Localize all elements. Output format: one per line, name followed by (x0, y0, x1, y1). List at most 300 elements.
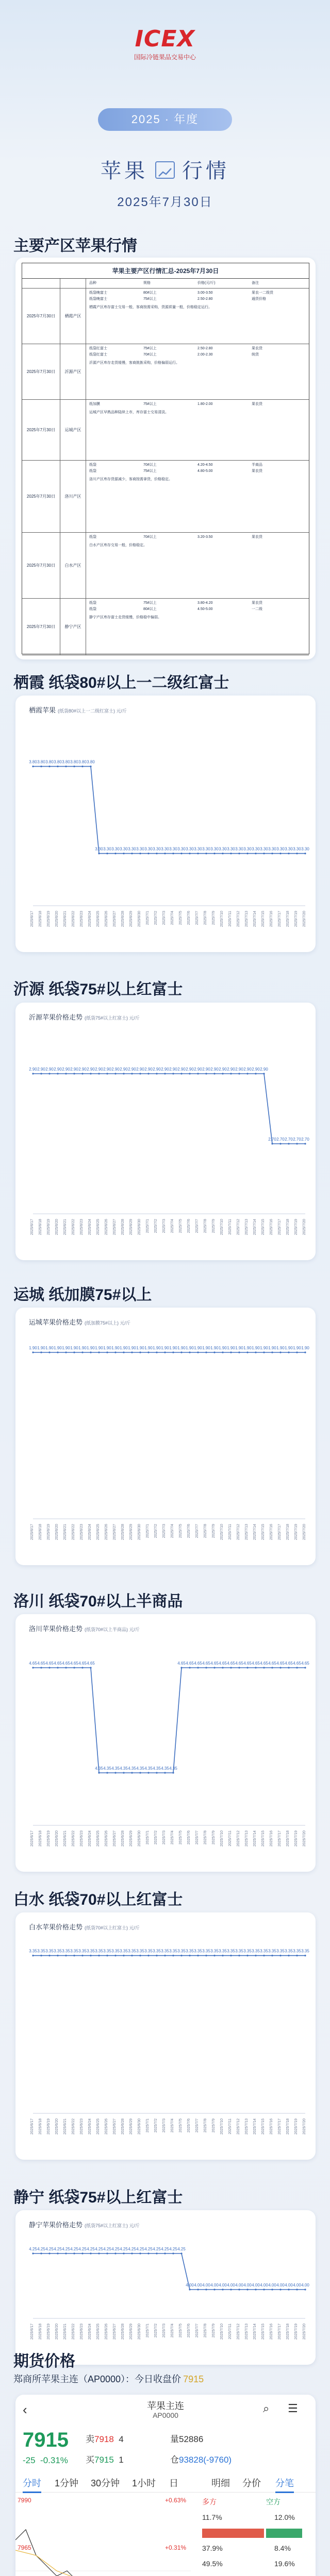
data-point (81, 766, 83, 767)
data-point (172, 853, 174, 854)
tab-30min[interactable]: 30分钟 (91, 2478, 120, 2488)
chart-svg-yiyuan (15, 1003, 316, 1260)
data-label: 4.65 (62, 1661, 70, 1666)
data-point (156, 1351, 157, 1353)
x-tick-label: 2025/7/9 (212, 2324, 216, 2338)
data-point (73, 1955, 75, 1956)
x-tick-label: 2025/7/15 (261, 2324, 265, 2340)
x-tick-label: 2025/7/7 (195, 1524, 199, 1538)
cell: 纸袋 (89, 535, 96, 539)
x-tick-label: 2025/7/3 (162, 2324, 166, 2338)
x-tick-label: 2025/6/30 (138, 2324, 141, 2340)
data-point (263, 1667, 265, 1668)
ask-price: 7918 (94, 2434, 114, 2444)
row-item (89, 296, 306, 302)
cell: 75#以上 (143, 297, 157, 301)
cell: 纸袋 (89, 469, 96, 473)
x-tick-label: 2025/6/27 (113, 911, 117, 927)
data-label: 4.65 (87, 1661, 95, 1666)
data-label: 4.00 (293, 2283, 301, 2287)
data-point (238, 1073, 240, 1074)
data-point (114, 1351, 116, 1353)
cell: 75#以上 (143, 469, 157, 473)
brand-logo (0, 27, 330, 61)
data-label: 1.90 (136, 1346, 144, 1350)
data-point (156, 1772, 157, 1773)
data-point (296, 2289, 298, 2290)
x-tick-label: 2025/7/5 (179, 2119, 183, 2133)
data-label: 2.90 (161, 1067, 169, 1072)
data-label: 4.65 (293, 1661, 301, 1666)
data-point (271, 2289, 273, 2290)
x-tick-label: 2025/6/22 (72, 2119, 75, 2135)
x-tick-label: 2025/7/18 (286, 1524, 290, 1540)
data-point (114, 1073, 116, 1074)
data-point (114, 2252, 116, 2254)
x-tick-label: 2025/6/27 (113, 1219, 117, 1235)
data-point (147, 1955, 149, 1956)
data-label: 4.65 (219, 1661, 227, 1666)
data-point (131, 2252, 133, 2254)
chart-title-luochuan (29, 1623, 140, 1633)
data-point (73, 766, 75, 767)
data-label: 3.35 (268, 1948, 276, 1954)
data-label: 2.90 (95, 1067, 103, 1072)
x-tick-label: 2025/7/13 (245, 1524, 249, 1540)
data-point (230, 853, 232, 854)
data-label: 4.00 (202, 2283, 210, 2287)
data-point (123, 2252, 124, 2254)
header-region-cell (60, 279, 86, 288)
data-point (48, 1955, 50, 1956)
data-point (131, 1073, 133, 1074)
data-point (81, 1667, 83, 1668)
chart-title-baishui (29, 1922, 140, 1931)
x-tick-label: 2025/6/21 (63, 1524, 67, 1540)
x-tick-label: 2025/6/26 (105, 1831, 108, 1847)
data-label: 2.90 (243, 1067, 252, 1072)
data-point (123, 1772, 124, 1773)
x-tick-label: 2025/7/14 (253, 2324, 257, 2340)
row-region: 白水产区 (60, 533, 86, 598)
x-tick-label: 2025/7/20 (303, 2119, 306, 2135)
data-point (304, 1351, 306, 1353)
data-point (255, 1955, 256, 1956)
data-label: 3.30 (136, 846, 144, 852)
data-label: 4.65 (260, 1661, 268, 1666)
x-tick-label: 2025/7/10 (220, 2119, 224, 2135)
data-label: 3.30 (219, 846, 227, 852)
data-label: 4.65 (202, 1661, 210, 1666)
x-tick-label: 2025/7/20 (303, 911, 306, 927)
data-point (288, 1955, 289, 1956)
x-tick-label: 2025/7/14 (253, 1524, 257, 1540)
chart-tabs (15, 2472, 316, 2493)
x-tick-label: 2025/7/5 (179, 911, 183, 925)
x-tick-label: 2025/7/15 (261, 911, 265, 927)
data-point (73, 1073, 75, 1074)
data-point (230, 1955, 232, 1956)
x-tick-label: 2025/6/29 (129, 1524, 133, 1540)
axis-mid: 7965 (18, 2544, 31, 2551)
header-columns (86, 279, 309, 288)
x-tick-label: 2025/6/26 (105, 1524, 108, 1540)
x-tick-label: 2025/6/26 (105, 2324, 108, 2340)
bid-row (86, 2452, 124, 2465)
flow-row-1 (202, 2513, 295, 2521)
chart-svg-baishui (15, 1912, 316, 2160)
data-point (114, 1772, 116, 1773)
x-tick-label: 2025/7/18 (286, 911, 290, 927)
x-tick-label: 2025/6/20 (55, 2119, 59, 2135)
data-label: 3.35 (87, 1948, 95, 1954)
data-point (106, 1073, 108, 1074)
data-point (57, 766, 58, 767)
data-point (304, 853, 306, 854)
data-label: 2.90 (70, 1067, 78, 1072)
data-label: 2.90 (87, 1067, 95, 1072)
x-tick-label: 2025/6/30 (138, 1219, 141, 1235)
x-tick-label: 2025/7/14 (253, 1831, 257, 1847)
data-label: 3.35 (95, 1948, 103, 1954)
chart-svg-jingning (15, 2210, 316, 2365)
data-point (296, 853, 298, 854)
data-point (123, 1073, 124, 1074)
data-point (180, 1955, 182, 1956)
x-tick-label: 2025/6/23 (80, 1524, 84, 1540)
report-date: 2025年7月30日 (117, 195, 213, 209)
data-point (230, 1073, 232, 1074)
data-point (114, 853, 116, 854)
x-tick-label: 2025/7/17 (278, 2119, 282, 2135)
hero-title (0, 155, 330, 184)
data-point (271, 1667, 273, 1668)
data-label: 4.65 (45, 1661, 54, 1666)
data-point (288, 853, 289, 854)
data-label: 2.90 (54, 1067, 62, 1072)
data-point (147, 1073, 149, 1074)
back-arrow-icon[interactable]: ‹ (23, 2402, 27, 2417)
x-tick-label: 2025/7/17 (278, 911, 282, 927)
data-label: 3.30 (194, 846, 202, 852)
data-point (106, 1955, 108, 1956)
data-label: 4.00 (186, 2283, 194, 2287)
cell: 75#以上 (143, 347, 157, 350)
x-tick-label: 2025/7/3 (162, 1219, 166, 1233)
data-point (288, 2289, 289, 2290)
data-point (40, 1667, 42, 1668)
row-date: 2025年7月30日 (22, 599, 60, 655)
x-tick-label: 2025/7/1 (146, 1219, 150, 1233)
row-region: 沂源产区 (60, 344, 86, 399)
data-point (180, 2252, 182, 2254)
year-pill: 2025 · 年度 (98, 108, 232, 131)
x-tick-label: 2025/7/18 (286, 2119, 290, 2135)
data-point (213, 1667, 215, 1668)
tab-1hour[interactable]: 1小时 (132, 2478, 156, 2488)
cell: 纸袋 (89, 607, 96, 611)
data-point (98, 1955, 100, 1956)
data-point (246, 1955, 248, 1956)
summary-table (22, 263, 309, 654)
data-point (238, 1955, 240, 1956)
data-label: 3.30 (268, 846, 276, 852)
cell: 70#以上 (143, 463, 157, 467)
data-label: 3.35 (243, 1948, 252, 1954)
data-point (222, 1667, 223, 1668)
data-label: 3.35 (177, 1948, 186, 1954)
order-flow-panel (194, 2496, 316, 2576)
data-point (139, 2252, 141, 2254)
data-point (255, 1073, 256, 1074)
data-label: 3.80 (45, 759, 54, 765)
data-point (139, 1955, 141, 1956)
data-point (255, 2289, 256, 2290)
data-label: 3.35 (78, 1948, 87, 1954)
data-point (279, 1955, 281, 1956)
data-label: 1.90 (111, 1346, 120, 1350)
data-point (57, 1073, 58, 1074)
x-tick-label: 2025/7/12 (237, 2324, 240, 2340)
x-tick-label: 2025/6/26 (105, 911, 108, 927)
row-item (89, 352, 306, 358)
data-point (65, 1351, 67, 1353)
cell: 纸加膜 (89, 402, 100, 406)
cell: 纸袋红富士 (89, 347, 107, 350)
data-label: 4.25 (103, 2247, 111, 2251)
cell: 70#以上 (143, 535, 157, 539)
data-label: 4.25 (120, 2247, 128, 2251)
data-point (57, 1955, 58, 1956)
data-label: 1.90 (276, 1346, 285, 1350)
data-point (81, 1955, 83, 1956)
data-point (271, 1143, 273, 1144)
data-point (48, 1667, 50, 1668)
cell: 果农货 (252, 535, 262, 539)
tab-daily[interactable]: 日 (169, 2478, 178, 2488)
x-tick-label: 2025/7/3 (162, 911, 166, 925)
cell: 纸袋晚富士 (89, 297, 107, 301)
tab-intraday[interactable]: 分时 (23, 2476, 41, 2493)
data-point (279, 1351, 281, 1353)
hero-title-right: 行情 (182, 160, 229, 182)
data-label: 4.00 (227, 2283, 235, 2287)
data-point (222, 1955, 223, 1956)
x-tick-label: 2025/7/19 (294, 911, 298, 927)
cell: 2.50-2.80 (197, 347, 213, 350)
flow-row-3-a: 49.5% (202, 2560, 223, 2568)
futures-code: AP0000 (153, 2411, 178, 2419)
data-label: 3.30 (153, 846, 161, 852)
data-label: 3.35 (54, 1948, 62, 1954)
x-tick-label: 2025/7/9 (212, 1831, 216, 1845)
x-tick-label: 2025/6/18 (39, 2119, 42, 2135)
tab-tick[interactable]: 分笔 (275, 2476, 294, 2493)
data-label: 2.90 (252, 1067, 260, 1072)
x-tick-label: 2025/6/29 (129, 911, 133, 927)
volume-label: 量 (170, 2434, 179, 2444)
menu-icon[interactable]: ☰ (288, 2402, 298, 2415)
tab-price-dist[interactable]: 分价 (242, 2478, 261, 2488)
x-tick-label: 2025/6/19 (47, 1831, 51, 1847)
data-point (156, 1955, 157, 1956)
data-label: 4.35 (161, 1766, 169, 1771)
x-tick-label: 2025/6/22 (72, 2324, 75, 2340)
data-label: 4.65 (276, 1661, 285, 1666)
open-interest-row (170, 2452, 232, 2465)
x-tick-label: 2025/7/10 (220, 1524, 224, 1540)
table-title: 苹果主要产区行情汇总-2025年7月30日 (22, 263, 309, 279)
data-label: 3.30 (285, 846, 293, 852)
data-point (164, 2252, 166, 2254)
data-label: 1.90 (70, 1346, 78, 1350)
data-label: 3.35 (276, 1948, 285, 1954)
data-label: 2.90 (78, 1067, 87, 1072)
data-label: 1.90 (144, 1346, 153, 1350)
x-tick-label: 2025/7/16 (270, 2324, 273, 2340)
data-label: 3.80 (62, 759, 70, 765)
x-tick-label: 2025/7/3 (162, 1831, 166, 1845)
data-point (238, 1667, 240, 1668)
data-point (123, 1955, 124, 1956)
data-label: 4.00 (235, 2283, 243, 2287)
data-point (189, 1667, 190, 1668)
data-point (238, 853, 240, 854)
data-label: 3.80 (87, 759, 95, 765)
ask-label: 卖 (86, 2434, 94, 2444)
x-tick-label: 2025/7/7 (195, 1219, 199, 1233)
data-point (222, 2289, 223, 2290)
data-point (90, 766, 91, 767)
cell: 75#以上 (143, 402, 157, 406)
x-tick-label: 2025/6/17 (30, 2324, 34, 2340)
data-point (279, 1667, 281, 1668)
data-point (98, 1772, 100, 1773)
x-tick-label: 2025/6/17 (30, 1524, 34, 1540)
x-tick-label: 2025/6/22 (72, 911, 75, 927)
chart-card-qixia (15, 696, 316, 952)
data-label: 3.30 (227, 846, 235, 852)
x-tick-label: 2025/7/13 (245, 2119, 249, 2135)
x-tick-label: 2025/7/13 (245, 1831, 249, 1847)
x-tick-label: 2025/7/14 (253, 1219, 257, 1235)
ask-row (86, 2432, 124, 2445)
chart-subtitle-jingning: (纸袋75#以上红富士) 元/斤 (85, 2223, 140, 2228)
data-label: 3.30 (128, 846, 136, 852)
data-point (114, 1955, 116, 1956)
data-point (205, 1073, 207, 1074)
x-tick-label: 2025/7/8 (204, 1219, 207, 1233)
data-label: 4.65 (177, 1661, 186, 1666)
x-tick-label: 2025/6/27 (113, 2119, 117, 2135)
row-date: 2025年7月30日 (22, 461, 60, 532)
x-tick-label: 2025/7/10 (220, 2324, 224, 2340)
row-body (86, 461, 309, 532)
data-label: 1.90 (186, 1346, 194, 1350)
data-point (172, 1772, 174, 1773)
data-label: 1.90 (45, 1346, 54, 1350)
data-label: 1.90 (128, 1346, 136, 1350)
data-label: 4.25 (128, 2247, 136, 2251)
data-label: 3.30 (95, 846, 103, 852)
data-point (164, 853, 166, 854)
x-tick-label: 2025/7/12 (237, 911, 240, 927)
data-point (296, 1143, 298, 1144)
x-tick-label: 2025/6/21 (63, 911, 67, 927)
x-tick-label: 2025/6/28 (121, 2119, 125, 2135)
x-tick-label: 2025/6/18 (39, 1524, 42, 1540)
data-label: 3.35 (161, 1948, 169, 1954)
data-point (246, 1351, 248, 1353)
data-label: 4.00 (276, 2283, 285, 2287)
search-icon[interactable]: ⌕ (263, 2402, 270, 2415)
data-label: 2.90 (45, 1067, 54, 1072)
data-label: 3.35 (153, 1948, 161, 1954)
x-tick-label: 2025/7/6 (187, 1524, 191, 1538)
futures-intro (13, 2372, 204, 2385)
data-point (98, 853, 100, 854)
cell: 果农货 (252, 601, 262, 605)
x-tick-label: 2025/7/15 (261, 1524, 265, 1540)
x-tick-label: 2025/7/18 (286, 2324, 290, 2340)
x-tick-label: 2025/7/1 (146, 911, 150, 925)
data-point (246, 853, 248, 854)
x-tick-label: 2025/7/11 (228, 1831, 232, 1846)
data-point (40, 1073, 42, 1074)
data-point (156, 853, 157, 854)
x-tick-label: 2025/6/25 (96, 911, 100, 927)
x-tick-label: 2025/6/27 (113, 1831, 117, 1847)
x-tick-label: 2025/7/9 (212, 911, 216, 925)
data-label: 4.25 (153, 2247, 161, 2251)
data-label: 1.90 (293, 1346, 301, 1350)
data-point (263, 1955, 265, 1956)
row-date: 2025年7月30日 (22, 289, 60, 344)
tab-1min[interactable]: 1分钟 (55, 2478, 79, 2488)
x-tick-label: 2025/6/28 (121, 1219, 125, 1235)
flow-row-1-a: 11.7% (202, 2513, 222, 2521)
x-tick-label: 2025/6/20 (55, 911, 59, 927)
data-label: 4.65 (235, 1661, 243, 1666)
x-tick-label: 2025/6/22 (72, 1219, 75, 1235)
x-tick-label: 2025/6/17 (30, 2119, 34, 2135)
x-tick-label: 2025/7/1 (146, 2324, 150, 2338)
trend-chart-icon (155, 161, 175, 179)
data-point (263, 2289, 265, 2290)
data-point (156, 2252, 157, 2254)
chart-subtitle-yiyuan: (纸袋75#以上红富士) 元/斤 (85, 1015, 140, 1021)
data-point (279, 853, 281, 854)
x-tick-label: 2025/6/24 (88, 1831, 92, 1847)
data-label: 3.30 (252, 846, 260, 852)
chart-svg-qixia (15, 696, 316, 952)
data-label: 4.65 (194, 1661, 202, 1666)
data-label: 2.90 (260, 1067, 268, 1072)
data-label: 1.90 (301, 1346, 309, 1350)
tab-detail[interactable]: 明细 (211, 2478, 230, 2488)
x-tick-label: 2025/6/19 (47, 1219, 51, 1235)
data-point (197, 1073, 199, 1074)
row-region: 栖霞产区 (60, 289, 86, 344)
x-tick-label: 2025/7/18 (286, 1831, 290, 1847)
x-tick-label: 2025/7/19 (294, 1831, 298, 1847)
chart-subtitle-baishui: (纸袋70#以上红富士) 元/斤 (85, 1925, 140, 1930)
data-label: 3.30 (111, 846, 120, 852)
data-point (73, 1667, 75, 1668)
x-tick-label: 2025/7/1 (146, 2119, 150, 2133)
row-region: 运城产区 (60, 400, 86, 460)
data-label: 2.90 (37, 1067, 45, 1072)
